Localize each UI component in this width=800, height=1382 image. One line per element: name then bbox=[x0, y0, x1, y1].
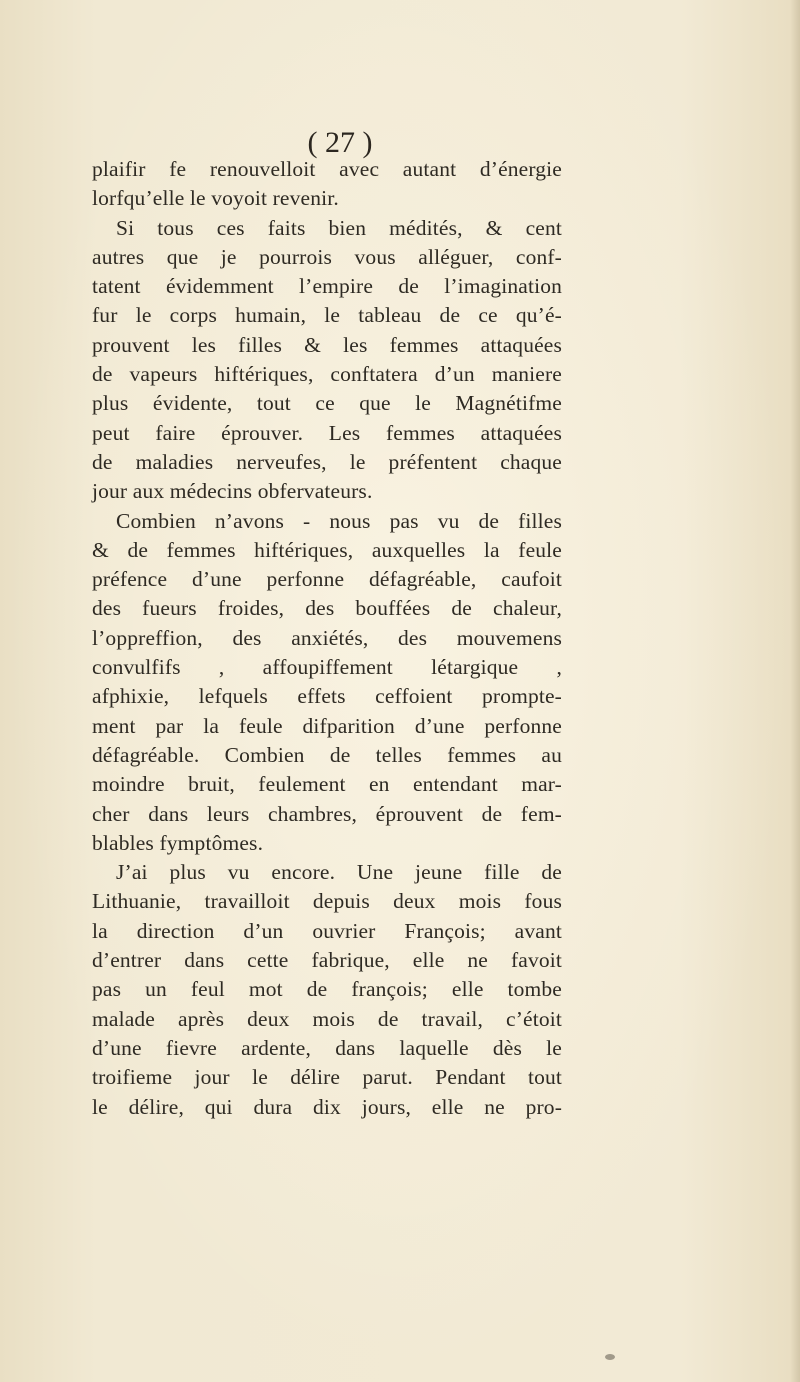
text-line: troifieme jour le délire parut. Pendant tout bbox=[92, 1065, 562, 1090]
text-line: l’oppreffion, des anxiétés, des mouvemens bbox=[92, 625, 562, 650]
page-number: ( 27 ) bbox=[307, 126, 373, 159]
text-line: jour aux médecins obfervateurs. bbox=[92, 479, 373, 504]
text-line: plus évidente, tout ce que le Magnétifme bbox=[92, 391, 562, 416]
text-line: lorfqu’elle le voyoit revenir. bbox=[92, 186, 339, 211]
text-line: Si tous ces faits bien médités, & cent bbox=[116, 215, 562, 240]
text-line: pas un feul mot de françois; elle tombe bbox=[92, 977, 562, 1002]
text-line: plaifir fe renouvelloit avec autant d’énergie bbox=[92, 157, 562, 181]
text-line: défagréable. Combien de telles femmes au bbox=[92, 742, 562, 767]
text-line: cher dans leurs chambres, éprouvent de fem- bbox=[92, 801, 562, 826]
text-line: prouvent les filles & les femmes attaquées bbox=[92, 332, 562, 357]
text-line: fur le corps humain, le tableau de ce qu’é- bbox=[92, 303, 562, 328]
text-line: Combien n’avons - nous pas vu de filles bbox=[116, 508, 562, 533]
text-line: moindre bruit, feulement en entendant mar- bbox=[92, 772, 562, 797]
text-line: & de femmes hiftériques, auxquelles la feule bbox=[92, 537, 562, 562]
text-line: blables fymptômes. bbox=[92, 830, 264, 855]
text-line: J’ai plus vu encore. Une jeune fille de bbox=[116, 860, 562, 885]
text-line: la direction d’un ouvrier François; avant bbox=[92, 918, 562, 943]
text-line: afphixie, lefquels effets ceffoient prompte- bbox=[92, 684, 562, 709]
text-line: d’une fievre ardente, dans laquelle dès le bbox=[92, 1035, 562, 1060]
text-line: ment par la feule difparition d’une perfonne bbox=[92, 713, 562, 738]
text-line: malade après deux mois de travail, c’étoit bbox=[92, 1006, 562, 1031]
body-text bbox=[92, 155, 562, 1122]
text-line: des fueurs froides, des bouffées de chaleur, bbox=[92, 596, 562, 621]
text-line: préfence d’une perfonne défagréable, caufoit bbox=[92, 567, 562, 592]
page-edge-shadow bbox=[790, 0, 800, 1382]
text-line: Lithuanie, travailloit depuis deux mois fous bbox=[92, 889, 562, 914]
ink-smudge bbox=[605, 1354, 615, 1360]
text-line: de maladies nerveufes, le préfentent chaque bbox=[92, 449, 562, 474]
text-line: le délire, qui dura dix jours, elle ne pro- bbox=[92, 1094, 562, 1119]
text-line: peut faire éprouver. Les femmes attaquées bbox=[92, 420, 562, 445]
text-line: tatent évidemment l’empire de l’imagination bbox=[92, 274, 562, 299]
text-line: convulfifs , affoupiffement létargique , bbox=[92, 655, 562, 680]
text-line: autres que je pourrois vous alléguer, conf- bbox=[92, 244, 562, 269]
text-line: de vapeurs hiftériques, conftatera d’un maniere bbox=[92, 362, 562, 387]
text-line: d’entrer dans cette fabrique, elle ne favoit bbox=[92, 948, 562, 973]
